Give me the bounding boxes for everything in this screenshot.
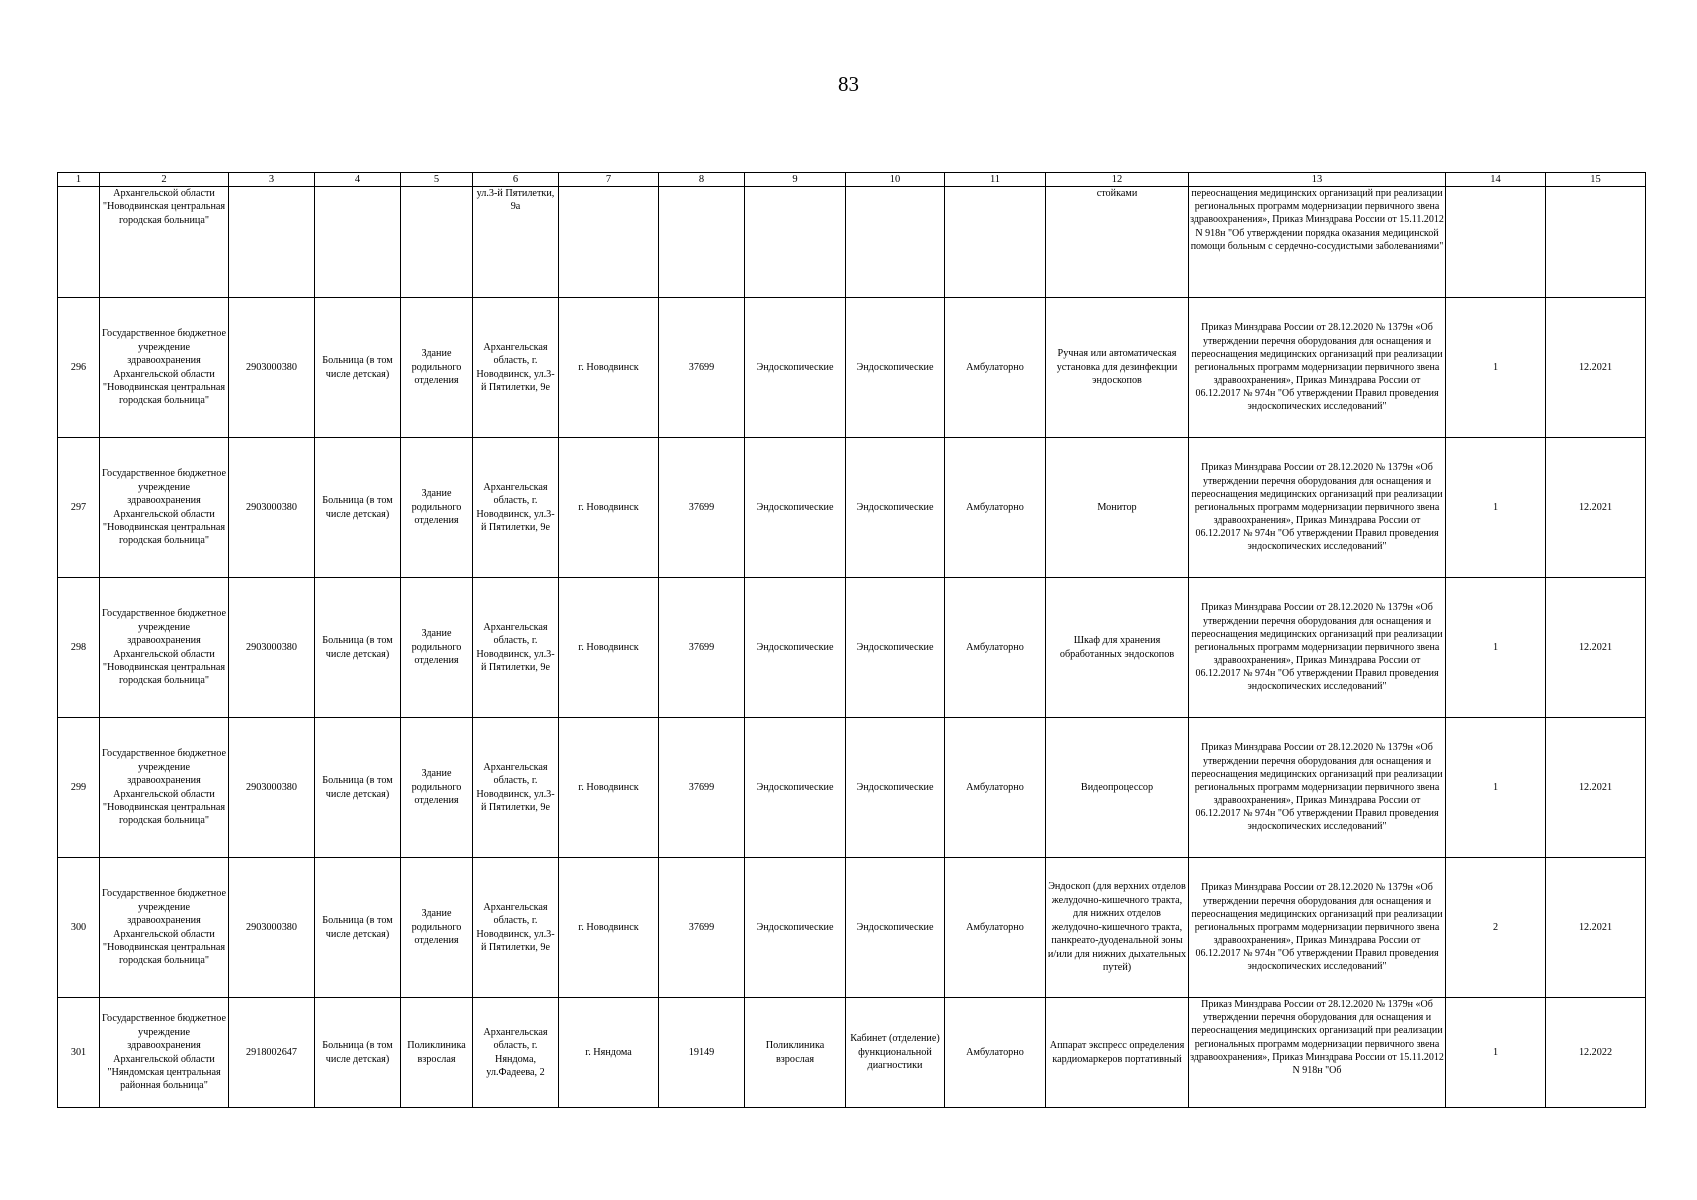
cell-city: г. Няндома	[559, 998, 659, 1108]
cell-qty	[1446, 187, 1546, 298]
cell-date: 12.2022	[1546, 998, 1646, 1108]
cell-date: 12.2021	[1546, 438, 1646, 578]
cell-inn: 2903000380	[229, 578, 315, 718]
cell-basis: Приказ Минздрава России от 28.12.2020 № 1379н «Об утверждении перечня оборудования для оснащения и переоснащения медицинских организаций при реализации региональных программ модернизации первичного звена здравоохранения», Приказ Минздрава России от 06.12.2017 № 974н "Об утверждении Правил проведения эндоскопических исследований"	[1189, 298, 1446, 438]
cell-equipment: Видеопроцессор	[1046, 718, 1189, 858]
header-cell: 15	[1546, 173, 1646, 187]
cell-num: 300	[58, 858, 100, 998]
cell-population: 19149	[659, 998, 745, 1108]
table-row	[58, 718, 1646, 858]
cell-condition: Амбулаторно	[945, 298, 1046, 438]
cell-address: Архангельская область, г. Новодвинск, ул.3-й Пятилетки, 9е	[473, 578, 559, 718]
cell-population: 37699	[659, 298, 745, 438]
cell-department: Эндоскопические	[846, 858, 945, 998]
cell-date: 12.2021	[1546, 718, 1646, 858]
cell-population: 37699	[659, 438, 745, 578]
cell-type: Больница (в том числе детская)	[315, 578, 401, 718]
cell-building: Здание родильного отделения	[401, 718, 473, 858]
cell-department: Эндоскопические	[846, 718, 945, 858]
cell-profile: Эндоскопические	[745, 438, 846, 578]
cell-condition: Амбулаторно	[945, 718, 1046, 858]
cell-address: Архангельская область, г. Новодвинск, ул.3-й Пятилетки, 9е	[473, 298, 559, 438]
header-cell: 1	[58, 173, 100, 187]
header-cell: 9	[745, 173, 846, 187]
cell-inn	[229, 187, 315, 298]
cell-org: Государственное бюджетное учреждение здравоохранения Архангельской области "Новодвинская центральная городская больница"	[100, 298, 229, 438]
cell-department: Эндоскопические	[846, 578, 945, 718]
cell-city: г. Новодвинск	[559, 718, 659, 858]
cell-address: ул.3-й Пятилетки, 9а	[473, 187, 559, 298]
cell-city: г. Новодвинск	[559, 438, 659, 578]
cell-basis: переоснащения медицинских организаций при реализации региональных программ модернизации первичного звена здравоохранения», Приказ Минздрава России от 15.11.2012 N 918н "Об утверждении порядка оказания медицинской помощи больным с сердечно-сосудистыми заболеваниями"	[1189, 187, 1446, 298]
cell-equipment: Аппарат экспресс определения кардиомаркеров портативный	[1046, 998, 1189, 1108]
cell-address: Архангельская область, г. Новодвинск, ул.3-й Пятилетки, 9е	[473, 718, 559, 858]
cell-equipment: стойками	[1046, 187, 1189, 298]
header-cell: 11	[945, 173, 1046, 187]
cell-org: Государственное бюджетное учреждение здравоохранения Архангельской области "Новодвинская центральная городская больница"	[100, 858, 229, 998]
cell-basis: Приказ Минздрава России от 28.12.2020 № 1379н «Об утверждении перечня оборудования для оснащения и переоснащения медицинских организаций при реализации региональных программ модернизации первичного звена здравоохранения», Приказ Минздрава России от 06.12.2017 № 974н "Об утверждении Правил проведения эндоскопических исследований"	[1189, 858, 1446, 998]
cell-city: г. Новодвинск	[559, 578, 659, 718]
cell-building: Здание родильного отделения	[401, 858, 473, 998]
cell-condition	[945, 187, 1046, 298]
cell-condition: Амбулаторно	[945, 438, 1046, 578]
cell-num	[58, 187, 100, 298]
cell-num: 298	[58, 578, 100, 718]
cell-qty: 1	[1446, 298, 1546, 438]
header-cell: 3	[229, 173, 315, 187]
cell-building: Здание родильного отделения	[401, 438, 473, 578]
cell-city: г. Новодвинск	[559, 298, 659, 438]
header-cell: 5	[401, 173, 473, 187]
header-cell: 14	[1446, 173, 1546, 187]
cell-org: Государственное бюджетное учреждение здравоохранения Архангельской области "Няндомская центральная районная больница"	[100, 998, 229, 1108]
table-row	[58, 858, 1646, 998]
equipment-table	[57, 172, 1646, 1108]
table-row	[58, 298, 1646, 438]
cell-qty: 1	[1446, 998, 1546, 1108]
cell-basis: Приказ Минздрава России от 28.12.2020 № 1379н «Об утверждении перечня оборудования для оснащения и переоснащения медицинских организаций при реализации региональных программ модернизации первичного звена здравоохранения», Приказ Минздрава России от 06.12.2017 № 974н "Об утверждении Правил проведения эндоскопических исследований"	[1189, 718, 1446, 858]
cell-population	[659, 187, 745, 298]
cell-department: Эндоскопические	[846, 298, 945, 438]
cell-date	[1546, 187, 1646, 298]
cell-type: Больница (в том числе детская)	[315, 718, 401, 858]
cell-condition: Амбулаторно	[945, 998, 1046, 1108]
cell-type	[315, 187, 401, 298]
cell-equipment: Монитор	[1046, 438, 1189, 578]
cell-date: 12.2021	[1546, 858, 1646, 998]
cell-profile: Эндоскопические	[745, 578, 846, 718]
cell-qty: 1	[1446, 578, 1546, 718]
continuation-row	[58, 187, 1646, 298]
cell-profile: Эндоскопические	[745, 298, 846, 438]
header-cell: 6	[473, 173, 559, 187]
cell-num: 297	[58, 438, 100, 578]
cell-profile	[745, 187, 846, 298]
cell-city	[559, 187, 659, 298]
cell-date: 12.2021	[1546, 298, 1646, 438]
cell-inn: 2903000380	[229, 718, 315, 858]
cell-org: Государственное бюджетное учреждение здравоохранения Архангельской области "Новодвинская центральная городская больница"	[100, 718, 229, 858]
cell-inn: 2903000380	[229, 438, 315, 578]
cell-address: Архангельская область, г. Няндома, ул.Фадеева, 2	[473, 998, 559, 1108]
cell-equipment: Ручная или автоматическая установка для дезинфекции эндоскопов	[1046, 298, 1189, 438]
cell-org: Государственное бюджетное учреждение здравоохранения Архангельской области "Новодвинская центральная городская больница"	[100, 438, 229, 578]
cell-type: Больница (в том числе детская)	[315, 298, 401, 438]
cell-num: 299	[58, 718, 100, 858]
cell-city: г. Новодвинск	[559, 858, 659, 998]
cell-inn: 2903000380	[229, 858, 315, 998]
cell-profile: Поликлиника взрослая	[745, 998, 846, 1108]
cell-condition: Амбулаторно	[945, 858, 1046, 998]
header-cell: 12	[1046, 173, 1189, 187]
cell-building	[401, 187, 473, 298]
table-row	[58, 438, 1646, 578]
cell-condition: Амбулаторно	[945, 578, 1046, 718]
cell-inn: 2903000380	[229, 298, 315, 438]
cell-basis: Приказ Минздрава России от 28.12.2020 № 1379н «Об утверждении перечня оборудования для оснащения и переоснащения медицинских организаций при реализации региональных программ модернизации первичного звена здравоохранения», Приказ Минздрава России от 06.12.2017 № 974н "Об утверждении Правил проведения эндоскопических исследований"	[1189, 438, 1446, 578]
cell-basis: Приказ Минздрава России от 28.12.2020 № 1379н «Об утверждении перечня оборудования для оснащения и переоснащения медицинских организаций при реализации региональных программ модернизации первичного звена здравоохранения», Приказ Минздрава России от 15.11.2012 N 918н "Об	[1189, 998, 1446, 1108]
table-row	[58, 998, 1646, 1108]
cell-department: Кабинет (отделение) функциональной диагностики	[846, 998, 945, 1108]
cell-qty: 1	[1446, 718, 1546, 858]
cell-equipment: Шкаф для хранения обработанных эндоскопов	[1046, 578, 1189, 718]
cell-num: 301	[58, 998, 100, 1108]
cell-population: 37699	[659, 718, 745, 858]
cell-org: Архангельской области "Новодвинская центральная городская больница"	[100, 187, 229, 298]
cell-type: Больница (в том числе детская)	[315, 438, 401, 578]
header-row	[58, 173, 1646, 187]
header-cell: 4	[315, 173, 401, 187]
cell-profile: Эндоскопические	[745, 718, 846, 858]
header-cell: 8	[659, 173, 745, 187]
cell-population: 37699	[659, 858, 745, 998]
cell-type: Больница (в том числе детская)	[315, 998, 401, 1108]
cell-profile: Эндоскопические	[745, 858, 846, 998]
cell-address: Архангельская область, г. Новодвинск, ул.3-й Пятилетки, 9е	[473, 438, 559, 578]
cell-department: Эндоскопические	[846, 438, 945, 578]
header-cell: 7	[559, 173, 659, 187]
cell-equipment: Эндоскоп (для верхних отделов желудочно-кишечного тракта, для нижних отделов желудочно-кишечного тракта, панкреато-дуоденальной зоны и/или для нижних дыхательных путей)	[1046, 858, 1189, 998]
cell-num: 296	[58, 298, 100, 438]
cell-type: Больница (в том числе детская)	[315, 858, 401, 998]
table-row	[58, 578, 1646, 718]
cell-building: Здание родильного отделения	[401, 298, 473, 438]
cell-address: Архангельская область, г. Новодвинск, ул.3-й Пятилетки, 9е	[473, 858, 559, 998]
cell-department	[846, 187, 945, 298]
cell-org: Государственное бюджетное учреждение здравоохранения Архангельской области "Новодвинская центральная городская больница"	[100, 578, 229, 718]
cell-population: 37699	[659, 578, 745, 718]
header-cell: 10	[846, 173, 945, 187]
cell-qty: 1	[1446, 438, 1546, 578]
cell-basis: Приказ Минздрава России от 28.12.2020 № 1379н «Об утверждении перечня оборудования для оснащения и переоснащения медицинских организаций при реализации региональных программ модернизации первичного звена здравоохранения», Приказ Минздрава России от 06.12.2017 № 974н "Об утверждении Правил проведения эндоскопических исследований"	[1189, 578, 1446, 718]
cell-inn: 2918002647	[229, 998, 315, 1108]
cell-date: 12.2021	[1546, 578, 1646, 718]
header-cell: 2	[100, 173, 229, 187]
cell-building: Здание родильного отделения	[401, 578, 473, 718]
page-number: 83	[838, 72, 859, 96]
cell-qty: 2	[1446, 858, 1546, 998]
header-cell: 13	[1189, 173, 1446, 187]
cell-building: Поликлиника взрослая	[401, 998, 473, 1108]
